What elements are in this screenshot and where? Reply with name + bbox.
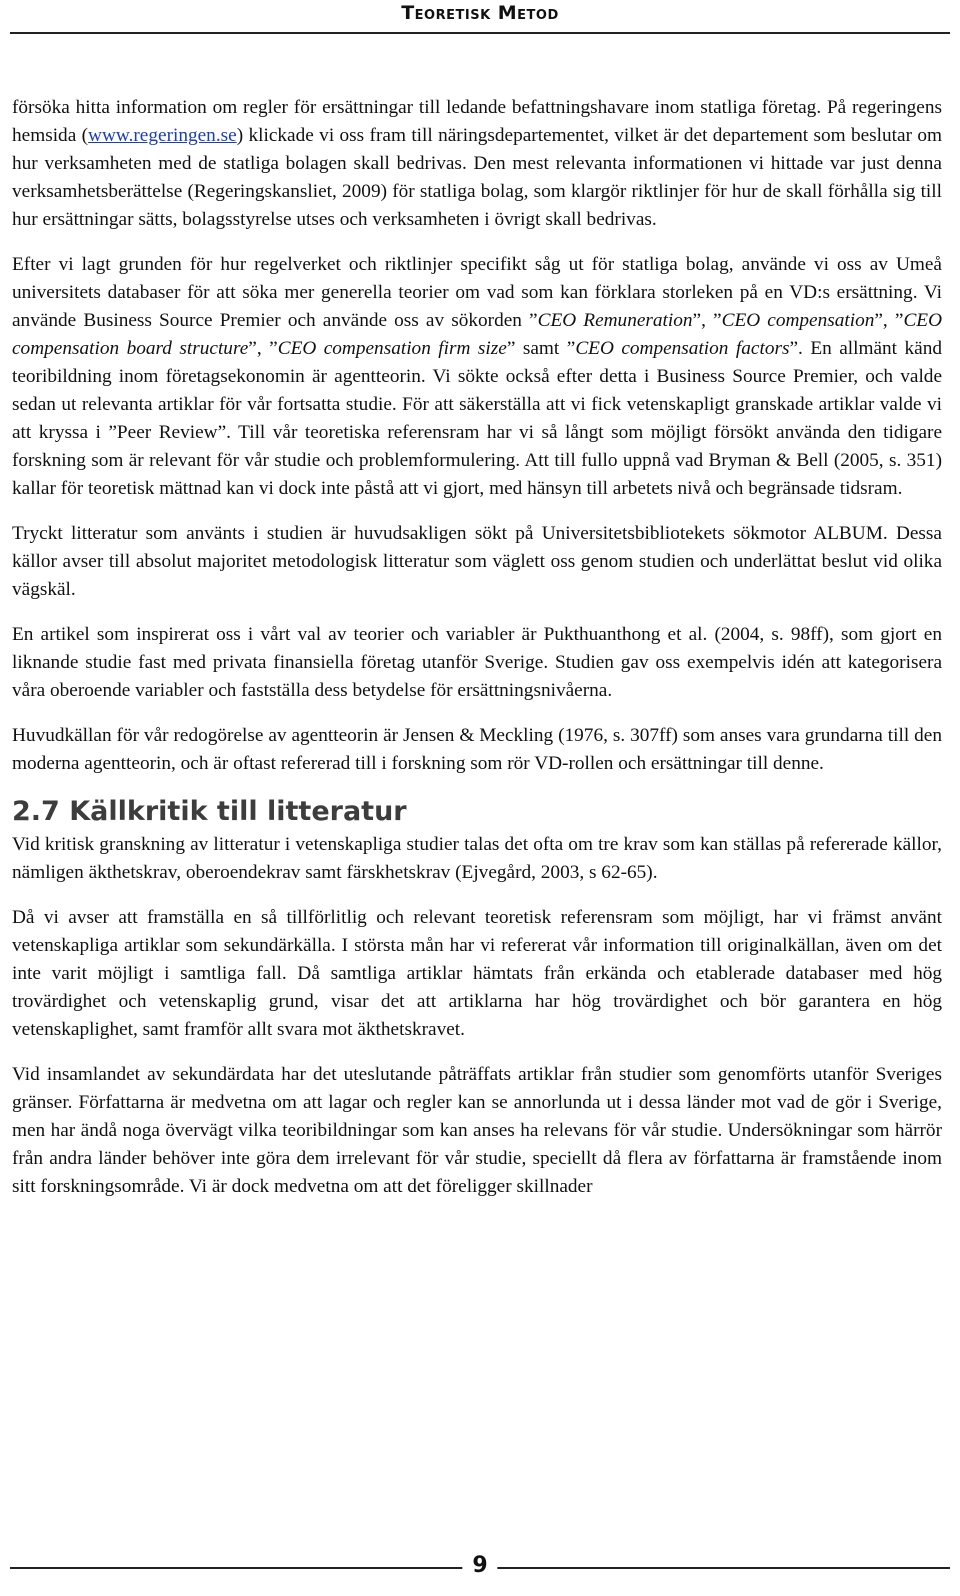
search-term-2: CEO compensation (721, 310, 875, 331)
page-number: 9 (462, 1553, 497, 1578)
paragraph-2 (12, 251, 942, 503)
search-term-3: CEO compensation board structure (12, 310, 942, 359)
paragraph-5: Huvudkällan för vår redogörelse av agentteorin är Jensen & Meckling (1976, s. 307ff) som anses vara grundarna till den moderna agentteorin, och är oftast refererad till i forskning som rör VD-rollen och ersättningar till denne. (12, 725, 942, 774)
search-term-4: CEO compensation firm size (277, 338, 507, 359)
document-body (12, 94, 942, 1218)
paragraph-2-text-a: Efter vi lagt grunden för hur regelverket och riktlinjer specifikt såg ut för statliga bolag, använde vi oss av Umeå universitets databaser för att söka mer generella teorier om vad som kan förklara storleken på en VD:s ersättning. Vi använde Business Source Premier och använde oss av sökorden ” (12, 254, 942, 331)
section-heading: 2.7 Källkritik till litteratur (12, 796, 407, 827)
paragraph-1-text-a: försöka hitta information om regler för ersättningar till ledande befattningshavare inom statliga företag. På regeringens hemsida ( (12, 97, 942, 146)
page-footer (10, 1555, 950, 1585)
search-term-5: CEO compensation factors (575, 338, 790, 359)
paragraph-4: En artikel som inspirerat oss i vårt val av teorier och variabler är Pukthuanthong et al. (2004, s. 98ff), som gjort en liknande studie fast med privata finansiella företag utanför Sverige. Studien gav oss exempelvis idén att kategorisera våra oberoende variabler och fastställa dess betydelse för ersättningsnivåerna. (12, 624, 942, 701)
search-term-1: CEO Remuneration (537, 310, 693, 331)
paragraph-2-text-b: ”. En allmänt känd teoribildning inom företagsekonomin är agentteorin. Vi sökte också efter detta i Business Source Premier, och valde sedan ut relevanta artiklar för vår fortsatta studie. För att säkerställa att vi fick vetenskapligt granskade artiklar valde vi att kryssa i ”Peer Review”. Till vår teoretiska referensram har vi så långt som möjligt försökt använda den tidigare forskning som är relevant för vår studie och problemformulering. Att till fullo uppnå vad Bryman & Bell (2005, s. 351) kallar för teoretisk mättnad kan vi dock inte påstå att vi gjort, med hänsyn till arbetets nivå och begränsade tidsram. (12, 338, 942, 499)
page-header (10, 0, 950, 34)
separator-3: ”, ” (248, 338, 278, 359)
paragraph-1 (12, 94, 942, 234)
paragraph-3: Tryckt litteratur som använts i studien är huvudsakligen sökt på Universitetsbibliotekets sökmotor ALBUM. Dessa källor avser till absolut majoritet metodologisk litteratur som väglett oss genom studien och underlättat beslut vid olika vägskäl. (12, 523, 942, 600)
paragraph-8: Vid insamlandet av sekundärdata har det uteslutande påträffats artiklar från studier som genomförts utanför Sveriges gränser. Författarna är medvetna om att lagar och regler kan se annorlunda ut i dessa länder mot vad de gör i Sverige, men har ändå noga övervägt vilka teoribildningar som kan anses ha relevans för vår studie. Undersökningar som härrör från andra länder behöver inte göra dem irrelevant för vår studie, speciellt då flera av författarna är framstående inom sitt forskningsområde. Vi är dock medvetna om att det föreligger skillnader (12, 1064, 942, 1197)
paragraph-1-text-b: ) klickade vi oss fram till näringsdepartementet, vilket är det departement som beslutar om hur verksamheten med de statliga bolagen skall bedrivas. Den mest relevanta informationen vi hittade var just denna verksamhetsberättelse (Regeringskansliet, 2009) för statliga bolag, som klargör riktlinjer för hur de skall förhålla sig till hur ersättningar sätts, bolagsstyrelse utses och verksamheten i övrigt skall bedrivas. (12, 125, 942, 230)
paragraph-6: Vid kritisk granskning av litteratur i vetenskapliga studier talas det ofta om tre krav som kan ställas på refererade källor, nämligen äkthetskrav, oberoendekrav samt färskhetskrav (Ejvegård, 2003, s 62-65). (12, 834, 942, 883)
header-title: Teoretisk Metod (401, 2, 559, 24)
separator-1: ”, ” (692, 310, 722, 331)
separator-4: ” samt ” (506, 338, 576, 359)
paragraph-7: Då vi avser att framställa en så tillförlitlig och relevant teoretisk referensram som möjligt, har vi främst använt vetenskapliga artiklar som sekundärkälla. I största mån har vi refererat vår information till originalkällan, även om det inte varit möjligt i samtliga fall. Då samtliga artiklar hämtats från erkända och etablerade databaser med hög trovärdighet och vetenskaplig grund, visar det att artiklarna har hög trovärdighet och bör garantera en hög vetenskaplighet, samt framför allt svara mot äkthetskravet. (12, 907, 942, 1040)
separator-2: ”, ” (874, 310, 904, 331)
regeringen-link[interactable]: www.regeringen.se (88, 125, 237, 146)
